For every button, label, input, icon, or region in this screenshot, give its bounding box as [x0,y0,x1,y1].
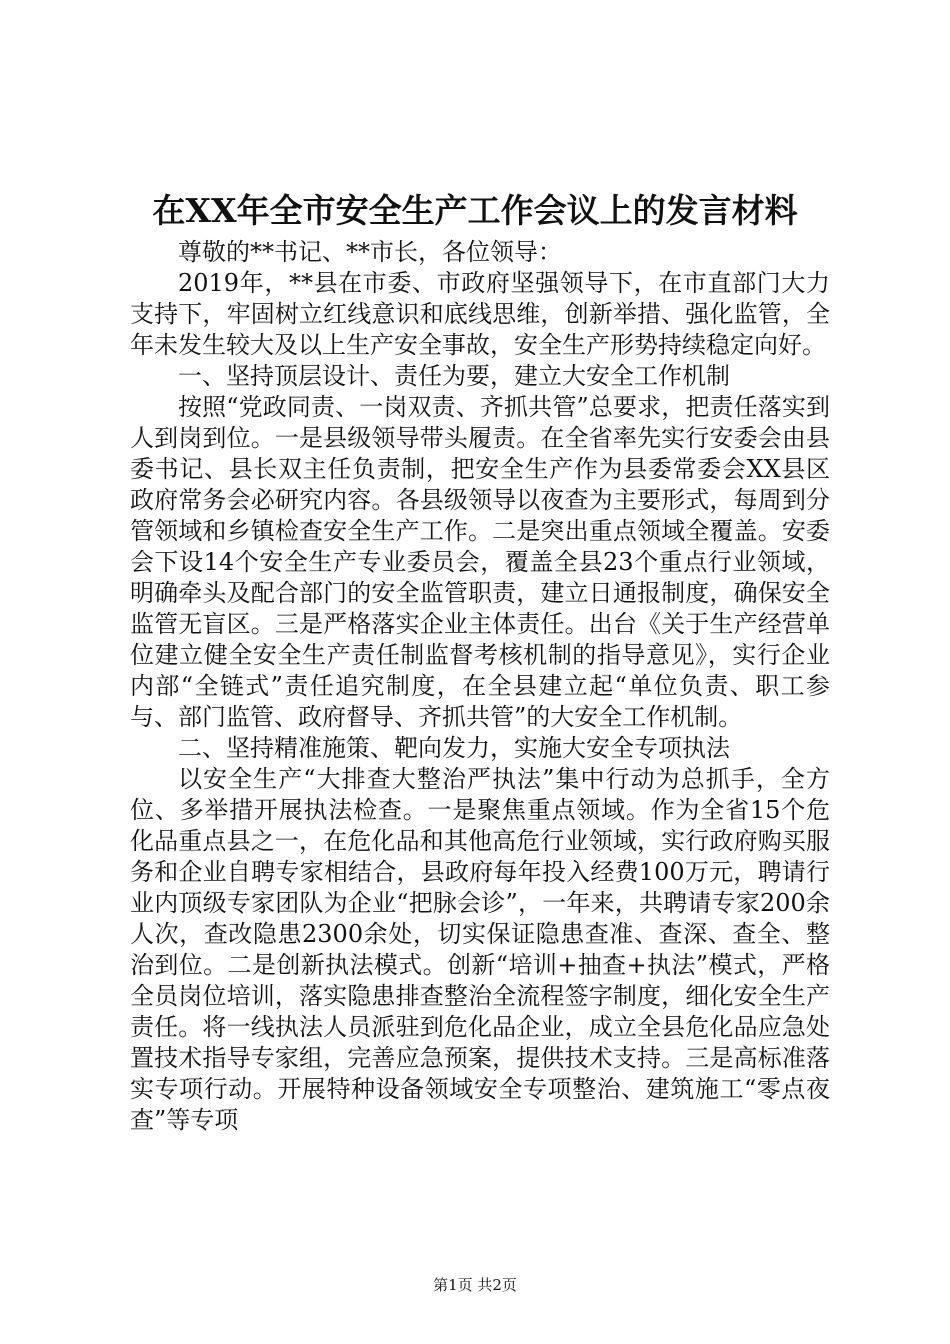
paragraph-intro: 2019年，**县在市委、市政府坚强领导下，在市直部门大力支持下，牢固树立红线意识和底线思维，创新举措、强化监管，全年未发生较大及以上生产安全事故，安全生产形势持续稳定向好。 [130,269,830,359]
document-body [130,237,830,1136]
section-heading-2: 二、坚持精准施策、靶向发力，实施大安全专项执法 [178,734,730,762]
paragraph-section-1: 按照“党政同责、一岗双责、齐抓共管”总要求，把责任落实到人到岗到位。一是县级领导带头履责。在全省率先实行安委会由县委书记、县长双主任负责制，把安全生产作为县委常委会XX县区政府常务会必研究内容。各县级领导以夜查为主要形式，每周到分管领域和乡镇检查安全生产工作。二是突出重点领域全覆盖。安委会下设14个安全生产专业委员会，覆盖全县23个重点行业领域，明确牵头及配合部门的安全监管职责，建立日通报制度，确保安全监管无盲区。三是严格落实企业主体责任。出台《关于生产经营单位建立健全安全生产责任制监督考核机制的指导意见》，实行企业内部“全链式”责任追究制度，在全县建立起“单位负责、职工参与、部门监管、政府督导、齐抓共管”的大安全工作机制。 [130,393,830,731]
document-title: 在XX年全市安全生产工作会议上的发言材料 [152,191,798,230]
paragraph-salutation: 尊敬的**书记、**市长，各位领导： [178,238,562,266]
page-footer: 第1页 共2页 [433,1276,517,1294]
section-heading-1: 一、坚持顶层设计、责任为要，建立大安全工作机制 [178,362,730,390]
paragraph-section-2: 以安全生产“大排查大整治严执法”集中行动为总抓手，全方位、多举措开展执法检查。一是聚焦重点领域。作为全省15个危化品重点县之一，在危化品和其他高危行业领域，实行政府购买服务和企业自聘专家相结合，县政府每年投入经费100万元，聘请行业内顶级专家团队为企业“把脉会诊”，一年来，共聘请专家200余人次，查改隐患2300余处，切实保证隐患查准、查深、查全、整治到位。二是创新执法模式。创新“培训+抽查+执法”模式，严格全员岗位培训，落实隐患排查整治全流程签字制度，细化安全生产责任。将一线执法人员派驻到危化品企业，成立全县危化品应急处置技术指导专家组，完善应急预案，提供技术支持。三是高标准落实专项行动。开展特种设备领域安全专项整治、建筑施工“零点夜查”等专项 [130,765,830,1134]
